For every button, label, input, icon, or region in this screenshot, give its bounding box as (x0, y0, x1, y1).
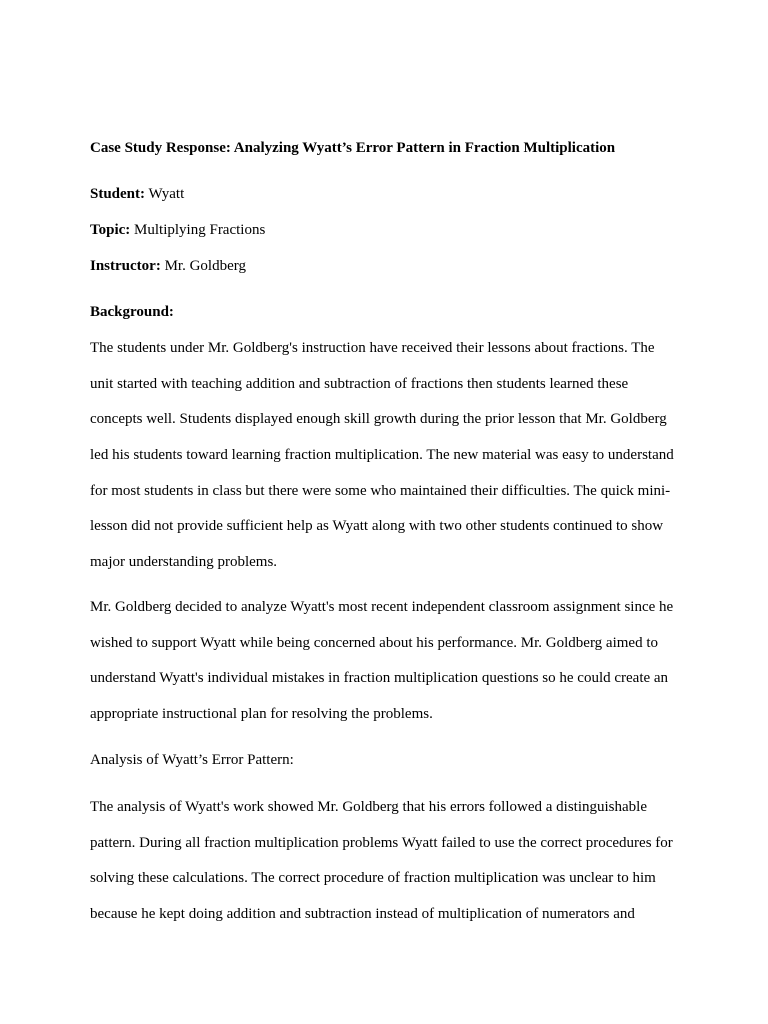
paragraph-line: led his students toward learning fraction multiplication. The new material was easy to understand (90, 447, 674, 464)
student-label: Student: (90, 186, 146, 202)
paragraph-line: understand Wyatt's individual mistakes in fraction multiplication questions so he could create an (90, 670, 669, 687)
topic-line (90, 220, 265, 240)
paragraph-decision (90, 597, 690, 740)
document-title: Case Study Response: Analyzing Wyatt’s Error Pattern in Fraction Multiplication (90, 140, 616, 156)
paragraph-line: concepts well. Students displayed enough skill growth during the prior lesson that Mr. Goldberg (90, 411, 667, 428)
background-heading: Background: (90, 304, 174, 320)
instructor-line (90, 256, 246, 276)
student-line (90, 184, 184, 204)
paragraph-line: wished to support Wyatt while being concerned about his performance. Mr. Goldberg aimed to (90, 634, 658, 651)
paragraph-line: lesson did not provide sufficient help as Wyatt along with two other students continued to show (90, 518, 664, 535)
paragraph-line: major understanding problems. (90, 554, 278, 571)
paragraph-line: pattern. During all fraction multiplication problems Wyatt failed to use the correct procedures for (90, 834, 673, 851)
paragraph-line: unit started with teaching addition and subtraction of fractions then students learned these (90, 375, 629, 392)
paragraph-background (90, 338, 690, 588)
instructor-value: Mr. Goldberg (164, 258, 246, 274)
paragraph-analysis (90, 797, 690, 940)
student-value: Wyatt (148, 186, 185, 202)
topic-label: Topic: (90, 222, 131, 238)
paragraph-line: appropriate instructional plan for resolving the problems. (90, 706, 433, 723)
paragraph-line: solving these calculations. The correct procedure of fraction multiplication was unclear to him (90, 870, 656, 887)
topic-value: Multiplying Fractions (134, 222, 266, 238)
analysis-heading: Analysis of Wyatt’s Error Pattern: (90, 752, 294, 768)
paragraph-line: for most students in class but there were some who maintained their difficulties. The quick mini- (90, 482, 671, 499)
paragraph-line: Mr. Goldberg decided to analyze Wyatt's most recent independent classroom assignment since he (90, 599, 674, 615)
paragraph-line: The analysis of Wyatt's work showed Mr. Goldberg that his errors followed a distinguishable (90, 799, 647, 815)
paragraph-line: because he kept doing addition and subtraction instead of multiplication of numerators and (90, 906, 635, 923)
paragraph-line: The students under Mr. Goldberg's instruction have received their lessons about fractions. The (90, 340, 655, 356)
instructor-label: Instructor: (90, 258, 161, 274)
